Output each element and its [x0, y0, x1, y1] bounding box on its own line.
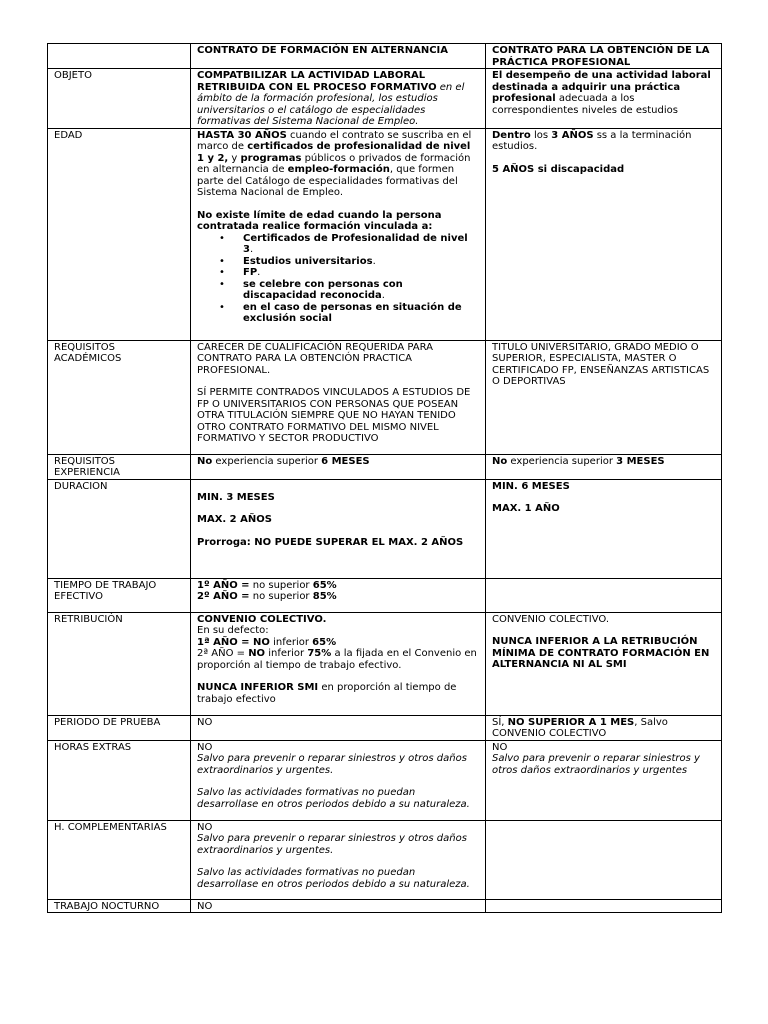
row-tiempo-trabajo	[48, 578, 722, 612]
retribucion-primer-ano: 1ª AÑO = NO inferior 65%	[197, 636, 337, 648]
row-label: REQUISITOS EXPERIENCIA	[48, 454, 191, 479]
row-horas-extras	[48, 740, 722, 820]
tiempo-alternancia	[191, 578, 486, 612]
retribucion-defecto: En su defecto:	[197, 625, 269, 636]
row-label: TIEMPO DE TRABAJO EFECTIVO	[48, 578, 191, 612]
tiempo-linea-2: 2º AÑO = no superior 85%	[197, 591, 337, 602]
comparison-table	[47, 43, 722, 913]
duracion-alternancia	[191, 479, 486, 578]
retribucion-convenio: CONVENIO COLECTIVO.	[197, 613, 327, 625]
list-item: • Certificados de Profesionalidad de nivel 3.	[243, 233, 479, 256]
row-label: OBJETO	[48, 69, 191, 129]
edad-practica	[486, 128, 722, 340]
horas-extras-salvo-1: Salvo para prevenir o reparar siniestros y otros daños extraordinarios y urgentes.	[197, 753, 467, 776]
req-experiencia-alternancia: No experiencia superior 6 MESES	[191, 454, 486, 479]
duracion-min: MIN. 3 MESES	[197, 491, 275, 503]
retribucion-convenio-practica: CONVENIO COLECTIVO.	[492, 613, 610, 625]
objeto-alternancia: COMPATBILIZAR LA ACTIVIDAD LABORAL RETRIBUIDA CON EL PROCESO FORMATIVO en el ámbito de la formación profesional, los estudios universitarios o el catálogo de especialidades formativas del Sistema Nacional de Empleo.	[191, 69, 486, 129]
h-complementarias-no: NO	[197, 821, 213, 833]
list-item: • se celebre con personas con discapacidad reconocida.	[243, 279, 479, 302]
row-label: TRABAJO NOCTURNO	[48, 899, 191, 913]
retribucion-alternancia	[191, 612, 486, 715]
row-requisitos-experiencia	[48, 454, 722, 479]
retribucion-practica	[486, 612, 722, 715]
h-complementarias-salvo-1: Salvo para prevenir o reparar siniestros y otros daños extraordinarios y urgentes.	[197, 833, 467, 856]
row-requisitos-academicos	[48, 340, 722, 454]
duracion-min-practica: MIN. 6 MESES	[492, 480, 570, 492]
horas-extras-no-practica: NO	[492, 741, 508, 753]
row-label: EDAD	[48, 128, 191, 340]
horas-extras-salvo-practica: Salvo para prevenir o reparar siniestros y otros daños extraordinarios y urgentes	[492, 753, 700, 776]
header-col-alternancia: CONTRATO DE FORMACIÓN EN ALTERNANCIA	[191, 44, 486, 69]
req-experiencia-practica: No experiencia superior 3 MESES	[486, 454, 722, 479]
header-empty-cell	[48, 44, 191, 69]
tiempo-practica	[486, 578, 722, 612]
req-academicos-p1: CARECER DE CUALIFICACIÓN REQUERIDA PARA CONTRATO PARA LA OBTENCIÓN PRACTICA PROFESIONAL.	[197, 341, 434, 376]
trabajo-nocturno-alternancia: NO	[191, 899, 486, 913]
duracion-prorroga: Prorroga: NO PUEDE SUPERAR EL MAX. 2 AÑOS	[197, 536, 464, 548]
trabajo-nocturno-practica	[486, 899, 722, 913]
duracion-max: MAX. 2 AÑOS	[197, 514, 272, 525]
row-label: REQUISITOS ACADÉMICOS	[48, 340, 191, 454]
list-item: • en el caso de personas en situación de exclusión social	[243, 302, 479, 325]
h-complementarias-practica	[486, 820, 722, 899]
row-label: RETRIBUCIÓN	[48, 612, 191, 715]
tiempo-linea-1: 1º AÑO = no superior 65%	[197, 579, 337, 591]
row-objeto	[48, 69, 722, 129]
header-col-practica: CONTRATO PARA LA OBTENCIÓN DE LA PRÁCTICA PROFESIONAL	[486, 44, 722, 69]
req-academicos-practica-text: TITULO UNIVERSITARIO, GRADO MEDIO O SUPERIOR, ESPECIALISTA, MASTER O CERTIFICADO FP, ENSEÑANZAS ARTISTICAS O DEPORTIVAS	[492, 341, 710, 387]
edad-discapacidad: 5 AÑOS si discapacidad	[492, 163, 625, 175]
edad-bullet-list	[197, 233, 479, 325]
h-complementarias-alternancia	[191, 820, 486, 899]
row-label: PERIODO DE PRUEBA	[48, 715, 191, 740]
horas-extras-salvo-2: Salvo las actividades formativas no puedan desarrollase en otros periodos debido a su naturaleza.	[197, 787, 470, 810]
req-academicos-practica	[486, 340, 722, 454]
row-trabajo-nocturno	[48, 899, 722, 913]
periodo-prueba-practica: SÍ, NO SUPERIOR A 1 MES, Salvo CONVENIO COLECTIVO	[486, 715, 722, 740]
row-edad	[48, 128, 722, 340]
req-academicos-p2: SÍ PERMITE CONTRADOS VINCULADOS A ESTUDIOS DE FP O UNIVERSITARIOS CON PERSONAS QUE POSEAN OTRA TITULACIÓN SIEMPRE QUE NO HAYAN TENIDO OTRO CONTRATO FORMATIVO DEL MISMO NIVEL FORMATIVO Y SECTOR PRODUCTIVO	[197, 387, 471, 444]
retribucion-segundo-ano: 2ª AÑO = NO inferior 75% a la fijada en el Convenio en proporción al tiempo de trabajo efectivo.	[197, 648, 477, 671]
horas-extras-practica	[486, 740, 722, 820]
periodo-prueba-alternancia: NO	[191, 715, 486, 740]
list-item: • FP.	[243, 267, 479, 279]
retribucion-minima: NUNCA INFERIOR A LA RETRIBUCIÓN MÍNIMA DE CONTRATO FORMACIÓN EN ALTERNANCIA NI AL SMI	[492, 636, 710, 670]
header-row	[48, 44, 722, 69]
horas-extras-no: NO	[197, 741, 213, 753]
row-retribucion	[48, 612, 722, 715]
row-label: H. COMPLEMENTARIAS	[48, 820, 191, 899]
duracion-practica	[486, 479, 722, 578]
objeto-practica: El desempeño de una actividad laboral destinada a adquirir una práctica profesional adecuada a los correspondientes niveles de estudios	[486, 69, 722, 129]
duracion-max-practica: MAX. 1 AÑO	[492, 503, 560, 514]
row-label: DURACION	[48, 479, 191, 578]
edad-practica-text: Dentro los 3 AÑOS ss a la terminación estudios.	[492, 129, 692, 152]
horas-extras-alternancia	[191, 740, 486, 820]
row-h-complementarias	[48, 820, 722, 899]
list-item: • Estudios universitarios.	[243, 256, 479, 268]
edad-sin-limite: No existe límite de edad cuando la persona contratada realice formación vinculada a:	[197, 209, 442, 232]
edad-alternancia	[191, 128, 486, 340]
edad-intro: HASTA 30 AÑOS cuando el contrato se suscriba en el marco de certificados de profesionalidad de nivel 1 y 2, y programas públicos o privados de formación en alternancia de empleo-formación, que formen parte del Catálogo de especialidades formativas del Sistema Nacional de Empleo.	[197, 129, 472, 198]
row-periodo-prueba	[48, 715, 722, 740]
h-complementarias-salvo-2: Salvo las actividades formativas no puedan desarrollase en otros periodos debido a su naturaleza.	[197, 867, 470, 890]
retribucion-smi: NUNCA INFERIOR SMI en proporción al tiempo de trabajo efectivo	[197, 682, 457, 705]
req-academicos-alternancia	[191, 340, 486, 454]
row-duracion	[48, 479, 722, 578]
row-label: HORAS EXTRAS	[48, 740, 191, 820]
